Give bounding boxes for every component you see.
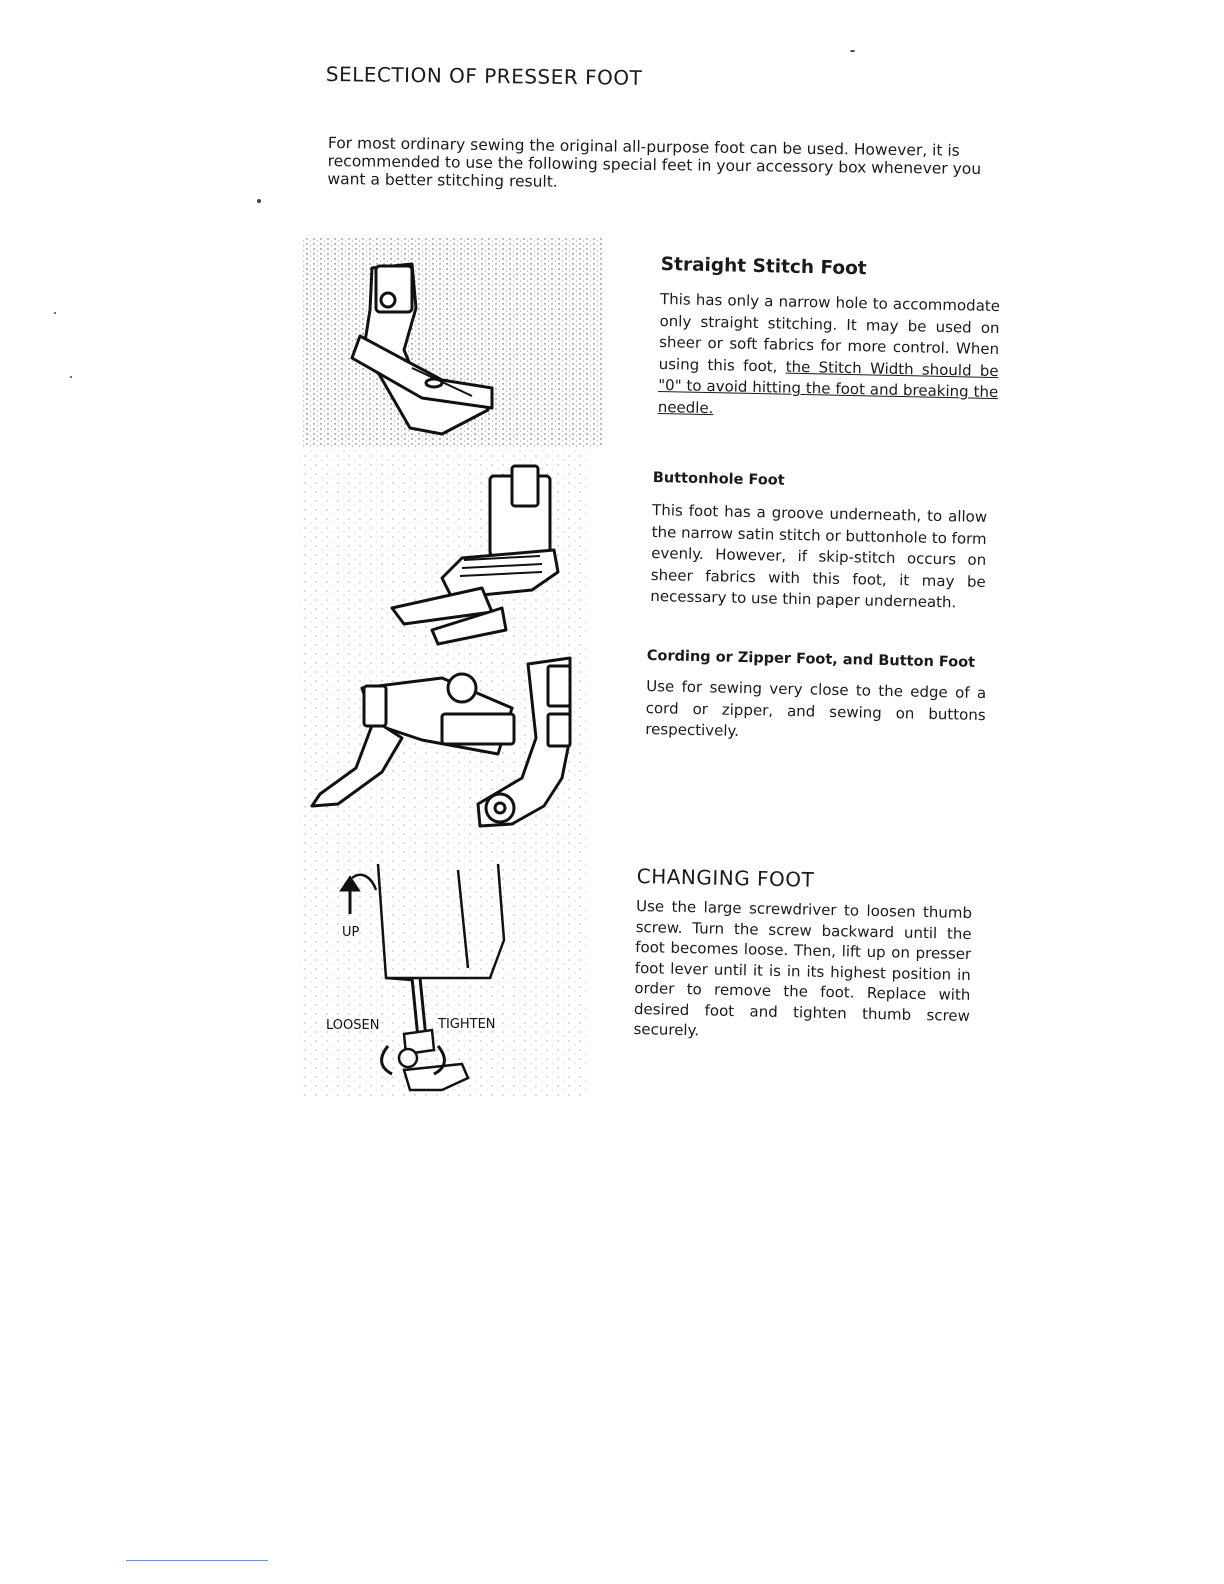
page-title: SELECTION OF PRESSER FOOT xyxy=(325,62,643,90)
section-changing-foot xyxy=(633,864,973,1046)
straight-stitch-foot-text xyxy=(658,289,1001,425)
straight-stitch-foot-warning: the Stitch Width should be "0" to avoid hitting the foot and breaking the needle. xyxy=(657,357,999,417)
buttonhole-foot-heading: Buttonhole Foot xyxy=(652,470,785,489)
cording-zipper-foot-text: Use for sewing very close to the edge of a cord or zipper, and sewing on buttons respectively. xyxy=(645,676,987,740)
scan-speck xyxy=(257,199,261,203)
straight-stitch-foot-heading: Straight Stitch Foot xyxy=(660,254,867,280)
straight-stitch-foot-body: This has only a narrow hole to accommodate only straight stitching. It may be used on sheer or soft fabrics for more control. When using this foot, xyxy=(658,289,1001,376)
section-straight-stitch-foot xyxy=(658,254,1001,425)
intro-paragraph: For most ordinary sewing the original all-purpose foot can be used. However, it is recommended to use the following special feet in your accessory box whenever you want a better stitching result. xyxy=(327,134,982,191)
tighten-label: TIGHTEN xyxy=(438,1017,496,1032)
presser-feet-illustration xyxy=(292,238,604,1106)
scan-speck xyxy=(54,312,56,314)
changing-foot-text: Use the large screwdriver to loosen thumb screw. Turn the screw backward until the foot becomes loose. Then, lift up on presser foot lever until it is in its highest position in order to remove the foot. Replace with desired foot and tighten thumb screw securely. xyxy=(633,896,973,1040)
scan-speck xyxy=(850,50,855,52)
loosen-label: LOOSEN xyxy=(326,1018,380,1033)
up-label: UP xyxy=(342,925,360,940)
changing-foot-heading: CHANGING FOOT xyxy=(636,864,815,892)
buttonhole-foot-text: This foot has a groove underneath, to allow the narrow satin stitch or buttonhole to form evenly. However, if skip-stitch occurs on sheer fabrics with this foot, it may be necessary to use thin paper underneath. xyxy=(650,500,988,612)
scan-speck xyxy=(70,376,72,378)
section-cording-zipper-foot xyxy=(645,648,987,748)
scan-edge-line xyxy=(126,1560,268,1561)
cording-zipper-foot-heading: Cording or Zipper Foot, and Button Foot xyxy=(646,648,976,671)
section-buttonhole-foot xyxy=(650,470,988,614)
